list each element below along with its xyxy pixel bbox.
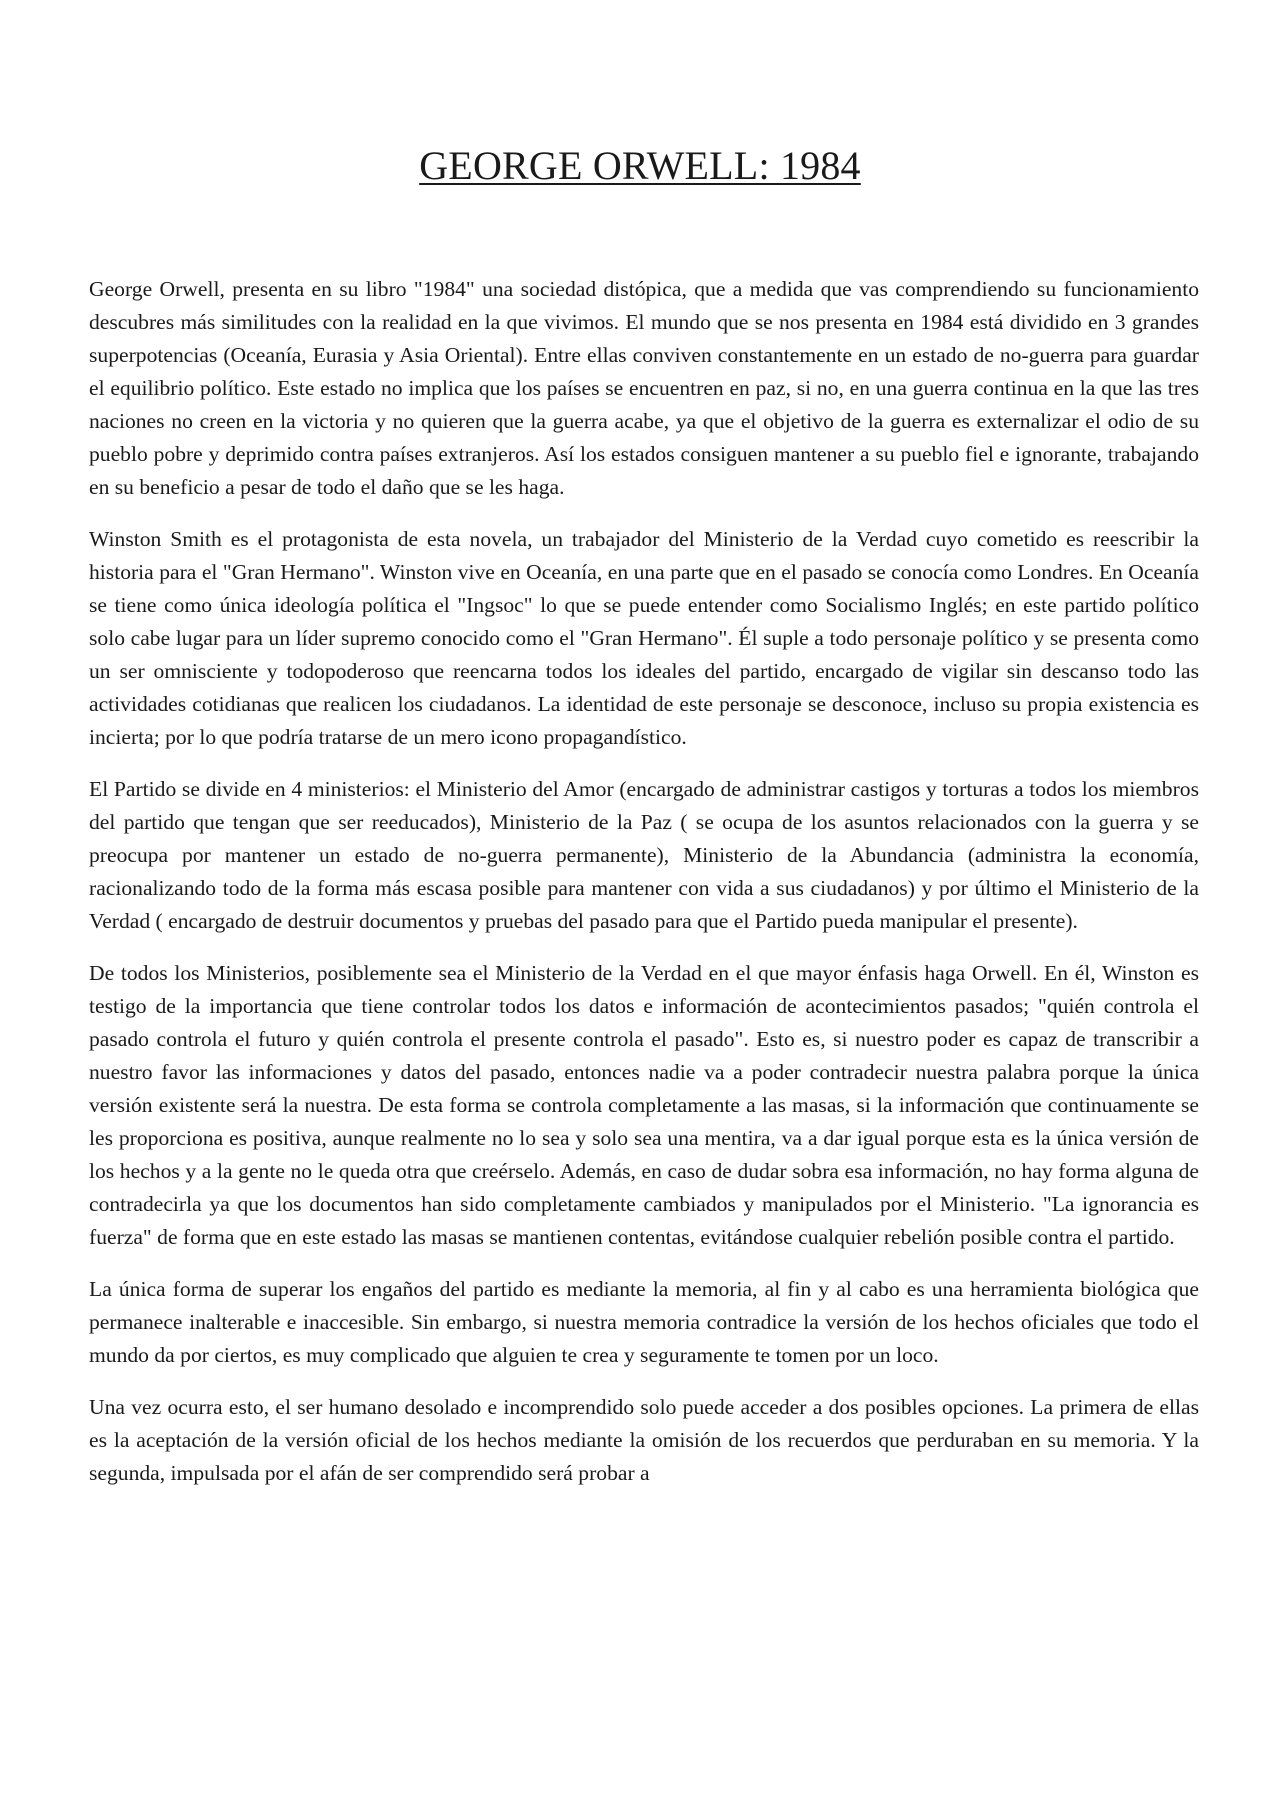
paragraph-options: Una vez ocurra esto, el ser humano desolado e incomprendido solo puede acceder a dos posibles opciones. La primera de ellas es la aceptación de la versión oficial de los hechos mediante la omisión de los recuerdos que perduraban en su memoria. Y la segunda, impulsada por el afán de ser comprendido será probar a: [89, 1395, 1199, 1485]
document-body: [89, 273, 1199, 1509]
paragraph-ministries: El Partido se divide en 4 ministerios: el Ministerio del Amor (encargado de administrar castigos y torturas a todos los miembros del partido que tengan que ser reeducados), Ministerio de la Paz ( se ocupa de los asuntos relacionados con la guerra y se preocupa por mantener un estado de no-guerra permanente), Ministerio de la Abundancia (administra la economía, racionalizando todo de la forma más escasa posible para mantener con vida a sus ciudadanos) y por último el Ministerio de la Verdad ( encargado de destruir documentos y pruebas del pasado para que el Partido pueda manipular el presente).: [89, 777, 1199, 933]
paragraph-memory: La única forma de superar los engaños del partido es mediante la memoria, al fin y al cabo es una herramienta biológica que permanece inalterable e inaccesible. Sin embargo, si nuestra memoria contradice la versión de los hechos oficiales que todo el mundo da por ciertos, es muy complicado que alguien te crea y seguramente te tomen por un loco.: [89, 1277, 1199, 1367]
document-title: GEORGE ORWELL: 1984: [419, 143, 861, 188]
paragraph-winston-smith: Winston Smith es el protagonista de esta novela, un trabajador del Ministerio de la Verdad cuyo cometido es reescribir la historia para el "Gran Hermano". Winston vive en Oceanía, en una parte que en el pasado se conocía como Londres. En Oceanía se tiene como única ideología política el "Ingsoc" lo que se puede entender como Socialismo Inglés; en este partido político solo cabe lugar para un líder supremo conocido como el "Gran Hermano". Él suple a todo personaje político y se presenta como un ser omnisciente y todopoderoso que reencarna todos los ideales del partido, encargado de vigilar sin descanso todo las actividades cotidianas que realicen los ciudadanos. La identidad de este personaje se desconoce, incluso su propia existencia es incierta; por lo que podría tratarse de un mero icono propagandístico.: [89, 527, 1199, 749]
paragraph-intro: George Orwell, presenta en su libro "1984" una sociedad distópica, que a medida que vas comprendiendo su funcionamiento descubres más similitudes con la realidad en la que vivimos. El mundo que se nos presenta en 1984 está dividido en 3 grandes superpotencias (Oceanía, Eurasia y Asia Oriental). Entre ellas conviven constantemente en un estado de no-guerra para guardar el equilibrio político. Este estado no implica que los países se encuentren en paz, si no, en una guerra continua en la que las tres naciones no creen en la victoria y no quieren que la guerra acabe, ya que el objetivo de la guerra es externalizar el odio de su pueblo pobre y deprimido contra países extranjeros. Así los estados consiguen mantener a su pueblo fiel e ignorante, trabajando en su beneficio a pesar de todo el daño que se les haga.: [89, 277, 1199, 499]
paragraph-ministry-of-truth: De todos los Ministerios, posiblemente sea el Ministerio de la Verdad en el que mayor énfasis haga Orwell. En él, Winston es testigo de la importancia que tiene controlar todos los datos e información de acontecimientos pasados; "quién controla el pasado controla el futuro y quién controla el presente controla el pasado". Esto es, si nuestro poder es capaz de transcribir a nuestro favor las informaciones y datos del pasado, entonces nadie va a poder contradecir nuestra palabra porque la única versión existente será la nuestra. De esta forma se controla completamente a las masas, si la información que continuamente se les proporciona es positiva, aunque realmente no lo sea y solo sea una mentira, va a dar igual porque esta es la única versión de los hechos y a la gente no le queda otra que creérselo. Además, en caso de dudar sobra esa información, no hay forma alguna de contradecirla ya que los documentos han sido completamente cambiados y manipulados por el Ministerio. "La ignorancia es fuerza" de forma que en este estado las masas se mantienen contentas, evitándose cualquier rebelión posible contra el partido.: [89, 961, 1199, 1249]
